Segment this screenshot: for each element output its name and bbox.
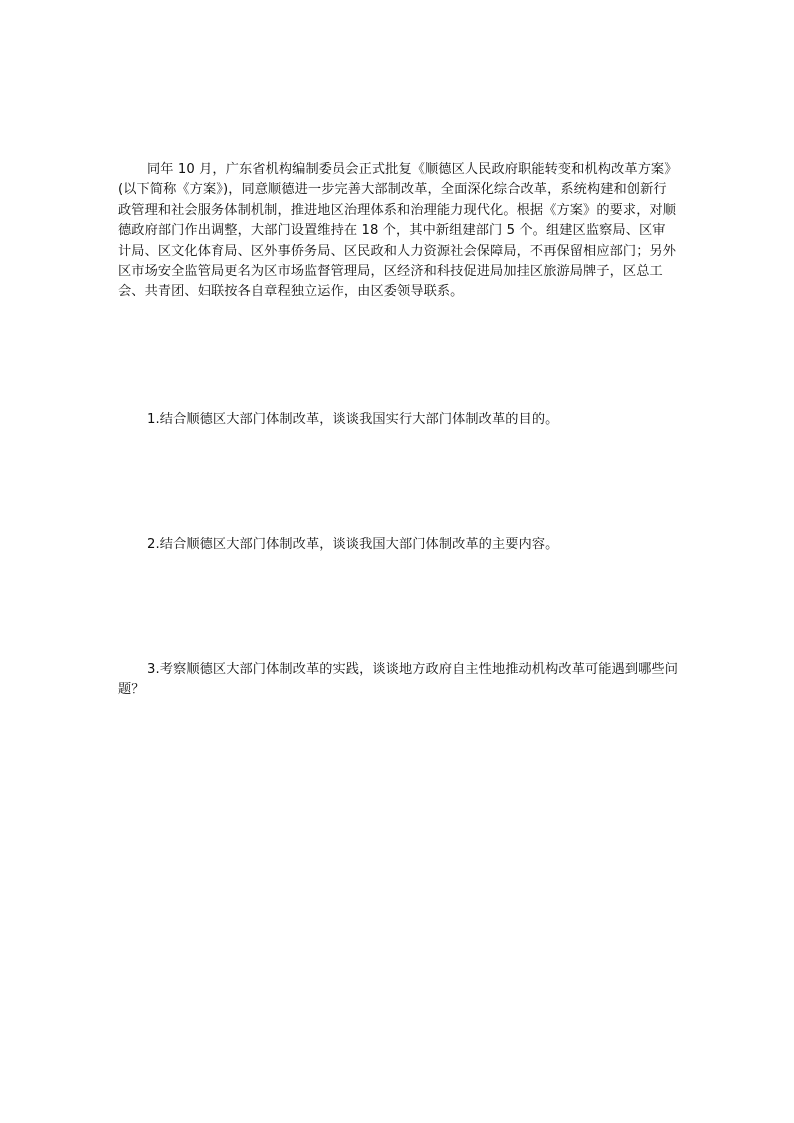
question-3: 3.考察顺德区大部门体制改革的实践，谈谈地方政府自主性地推动机构改革可能遇到哪些问题？ bbox=[118, 662, 678, 698]
question-1: 1.结合顺德区大部门体制改革，谈谈我国实行大部门体制改革的目的。 bbox=[147, 412, 559, 427]
question-2: 2.结合顺德区大部门体制改革，谈谈我国大部门体制改革的主要内容。 bbox=[147, 537, 559, 552]
case-paragraph: 同年 10 月，广东省机构编制委员会正式批复《顺德区人民政府职能转变和机构改革方案》(以下简称《方案》)，同意顺德进一步完善大部制改革，全面深化综合改革，系统构建和创新行政管理和社会服务体制机制，推进地区治理体系和治理能力现代化。根据《方案》的要求，对顺德政府部门作出调整，大部门设置维持在 18 个，其中新组建部门 5 个。组建区监察局、区审计局、区文化体育局、区外事侨务局、区民政和人力资源社会保障局，不再保留相应部门；另外区市场安全监管局更名为区市场监督管理局，区经济和科技促进局加挂区旅游局牌子，区总工会、共青团、妇联按各自章程独立运作，由区委领导联系。 bbox=[118, 162, 678, 300]
